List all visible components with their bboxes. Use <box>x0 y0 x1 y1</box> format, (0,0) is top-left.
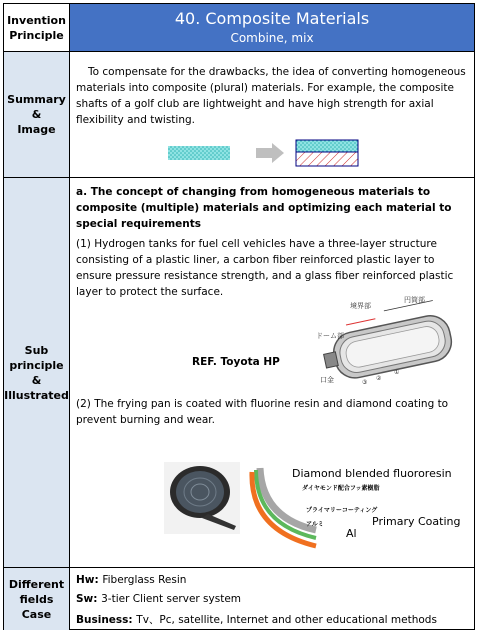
different-fields-cell <box>70 568 474 630</box>
frying-pan-text: (2) The frying pan is coated with fluorine resin and diamond coating to prevent burning and wear. <box>76 398 449 426</box>
jp-primary-label: プライマリーコーティング <box>306 507 378 514</box>
different-fields-label: Different fields Case <box>4 568 70 630</box>
composite-bottom-layer <box>296 152 358 166</box>
business-case <box>76 612 437 627</box>
primary-coating-label: Primary Coating <box>372 515 461 528</box>
frying-pan-photo <box>164 462 240 534</box>
sub-principle-cell <box>70 178 474 567</box>
arrow-icon <box>256 143 284 163</box>
composite-top-layer <box>296 140 358 152</box>
business-label: Business: <box>76 614 137 626</box>
sub-principle-row <box>4 178 474 568</box>
diamond-blended-label: Diamond blended fluororesin <box>292 467 452 480</box>
jp-diamond-label: ダイヤモンド配合フッ素樹脂 <box>302 485 380 492</box>
concept-heading: a. The concept of changing from homogeneous materials to composite (multiple) materials and optimizing each material to special requirements <box>76 186 452 230</box>
different-fields-row <box>4 568 474 630</box>
composite-illustration <box>168 136 368 172</box>
sw-value: 3-tier Client server system <box>101 593 242 605</box>
page-title: 40. Composite Materials <box>174 9 370 28</box>
principle-sheet <box>3 3 475 630</box>
header-banner <box>70 4 474 51</box>
svg-text:②: ② <box>376 375 382 382</box>
page-subtitle: Combine, mix <box>230 31 314 45</box>
sub-principle-label: Sub principle & Illustrated <box>4 178 70 567</box>
reference-text: REF. Toyota HP <box>192 356 280 368</box>
invention-principle-label: Invention Principle <box>4 4 70 51</box>
summary-row <box>4 52 474 178</box>
hydrogen-tank-illustration <box>312 294 472 394</box>
al-label: Al <box>346 527 357 540</box>
business-value: Tv、Pc, satellite, Internet and other educational methods <box>136 614 437 626</box>
hydrogen-tank-text: (1) Hydrogen tanks for fuel cell vehicles have a three-layer structure consisting of a plastic liner, a carbon fiber reinforced plastic layer to ensure pressure resistance strength, and a glass fiber reinforced plastic layer to protect the surface. <box>76 238 454 298</box>
header-row <box>4 4 474 52</box>
summary-cell <box>70 52 474 177</box>
summary-label: Summary & Image <box>4 52 70 177</box>
sw-case <box>76 593 241 605</box>
svg-text:③: ③ <box>362 379 368 386</box>
tank-label-dome: ドーム部 <box>316 332 344 340</box>
tank-label-cylinder: 円筒部 <box>404 296 425 304</box>
hw-case <box>76 574 186 586</box>
tank-label-boundary: 境界部 <box>350 302 371 310</box>
summary-text: To compensate for the drawbacks, the idea of converting homogeneous materials into composite (plural) materials. For example, the composite shafts of a golf club are lightweight and have high strength for axial flexibility and twisting. <box>76 66 466 126</box>
svg-text:①: ① <box>394 369 400 376</box>
tank-label-mouthpiece: 口金 <box>320 376 334 384</box>
hw-label: Hw: <box>76 574 103 586</box>
homogeneous-bar <box>168 146 230 160</box>
hw-value: Fiberglass Resin <box>102 574 187 586</box>
jp-alumi-label: アルミ <box>306 521 324 528</box>
sw-label: Sw: <box>76 593 102 605</box>
